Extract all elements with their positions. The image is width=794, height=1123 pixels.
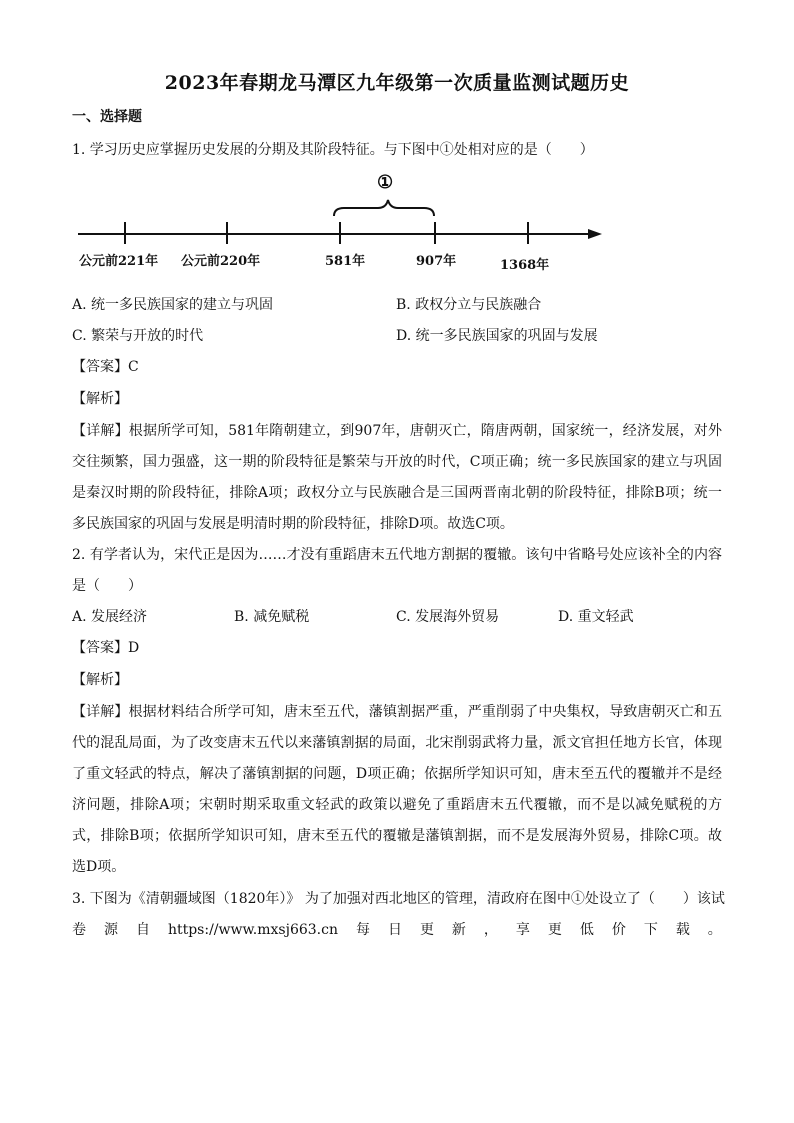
footer-char: 日	[387, 922, 402, 938]
source-footer	[72, 920, 722, 940]
answer-value: C	[128, 359, 139, 375]
answer-value: D	[128, 640, 140, 656]
q2-option-a: A. 发展经济	[72, 609, 148, 625]
footer-char: 更	[419, 922, 434, 938]
q1-detail-line-3: 是秦汉时期的阶段特征，排除A项；政权分立与民族融合是三国两晋南北朝的阶段特征，排除B项；统一	[72, 485, 722, 501]
q1-analysis-tag: 【解析】	[72, 391, 128, 407]
detail-text: 根据所学可知，581年隋朝建立，到907年，唐朝灭亡，隋唐两朝，国家统一，经济发展，对外	[128, 423, 722, 439]
q1-option-a: A. 统一多民族国家的建立与巩固	[72, 297, 274, 313]
q1-option-d: D. 统一多民族国家的巩固与发展	[396, 328, 598, 344]
q1-option-c: C. 繁荣与开放的时代	[72, 328, 204, 344]
footer-char: 价	[611, 922, 626, 938]
q2-option-d: D. 重文轻武	[558, 609, 634, 625]
q1-detail-line-1	[72, 421, 722, 441]
timeline-label-3: 581年	[325, 254, 366, 269]
footer-char: ，	[483, 922, 498, 938]
q2-detail-line-5: 式，排除B项；依据所学知识可知，唐末至五代的覆辙是藩镇割据，而不是发展海外贸易，排除C项。故	[72, 828, 722, 844]
section-heading: 一、选择题	[72, 109, 142, 125]
q1-stem: 1. 学习历史应掌握历史发展的分期及其阶段特征。与下图中①处相对应的是（ ）	[72, 142, 594, 158]
timeline-label-2: 公元前220年	[181, 254, 261, 269]
footer-char: 低	[579, 922, 594, 938]
timeline-label-4: 907年	[416, 254, 457, 269]
footer-char: 。	[707, 922, 722, 938]
page-title: 2023年春期龙马潭区九年级第一次质量监测试题历史	[164, 72, 630, 94]
q2-stem-line-1: 2. 有学者认为，宋代正是因为……才没有重蹈唐末五代地方割据的覆辙。该句中省略号处应该补全的内容	[72, 547, 722, 563]
answer-tag: 【答案】	[72, 640, 128, 656]
q2-detail-line-4: 济问题，排除A项；宋朝时期采取重文轻武的政策以避免了重蹈唐末五代覆辙，而不是以减免赋税的方	[72, 797, 722, 813]
detail-tag: 【详解】	[72, 423, 129, 439]
timeline-label-1: 公元前221年	[79, 254, 159, 269]
timeline-brace	[334, 200, 434, 216]
q2-analysis-tag: 【解析】	[72, 672, 128, 688]
footer-char: 下	[643, 922, 658, 938]
q1-answer-line	[72, 357, 722, 377]
footer-char: 更	[547, 922, 562, 938]
q2-detail-line-3: 了重文轻武的特点，解决了藩镇割据的问题，D项正确；依据所学知识可知，唐末至五代的覆辙并不是经	[72, 766, 722, 782]
footer-char: 载	[675, 922, 690, 938]
footer-url[interactable]: https://www.mxsj663.cn	[167, 922, 338, 938]
q1-detail-line-4: 多民族国家的巩固与发展是明清时期的阶段特征，排除D项。故选C项。	[72, 516, 514, 532]
q1-option-b: B. 政权分立与民族融合	[396, 297, 542, 313]
footer-char: 享	[515, 922, 530, 938]
footer-char: 自	[135, 922, 150, 938]
timeline-marker: ①	[377, 172, 394, 193]
footer-char: 每	[355, 922, 370, 938]
q2-option-c: C. 发展海外贸易	[396, 609, 500, 625]
q1-timeline	[72, 170, 612, 280]
footer-char: 源	[103, 922, 118, 938]
q2-option-b: B. 减免赋税	[234, 609, 310, 625]
timeline-arrow	[588, 229, 602, 239]
timeline-label-5: 1368年	[500, 258, 550, 273]
footer-char: 卷	[72, 922, 86, 938]
q2-detail-line-2: 代的混乱局面，为了改变唐末五代以来藩镇割据的局面，北宋削弱武将力量，派文官担任地方长官，体现	[72, 735, 722, 751]
footer-char: 新	[451, 922, 466, 938]
answer-tag: 【答案】	[72, 359, 128, 375]
q3-stem: 3. 下图为《清朝疆域图（1820年）》 为了加强对西北地区的管理，清政府在图中①处设立了（ ）该试	[72, 891, 725, 907]
detail-tag: 【详解】	[72, 704, 129, 720]
q2-detail-line-6: 选D项。	[72, 859, 126, 875]
q2-detail-line-1	[72, 702, 722, 722]
q1-detail-line-2: 交往频繁，国力强盛，这一期的阶段特征是繁荣与开放的时代，C项正确；统一多民族国家的建立与巩固	[72, 454, 722, 470]
q2-stem-line-2: 是（ ）	[72, 578, 142, 594]
q2-answer-line	[72, 638, 722, 658]
detail-text: 根据材料结合所学可知，唐末至五代，藩镇割据严重，严重削弱了中央集权，导致唐朝灭亡和五	[128, 704, 723, 720]
